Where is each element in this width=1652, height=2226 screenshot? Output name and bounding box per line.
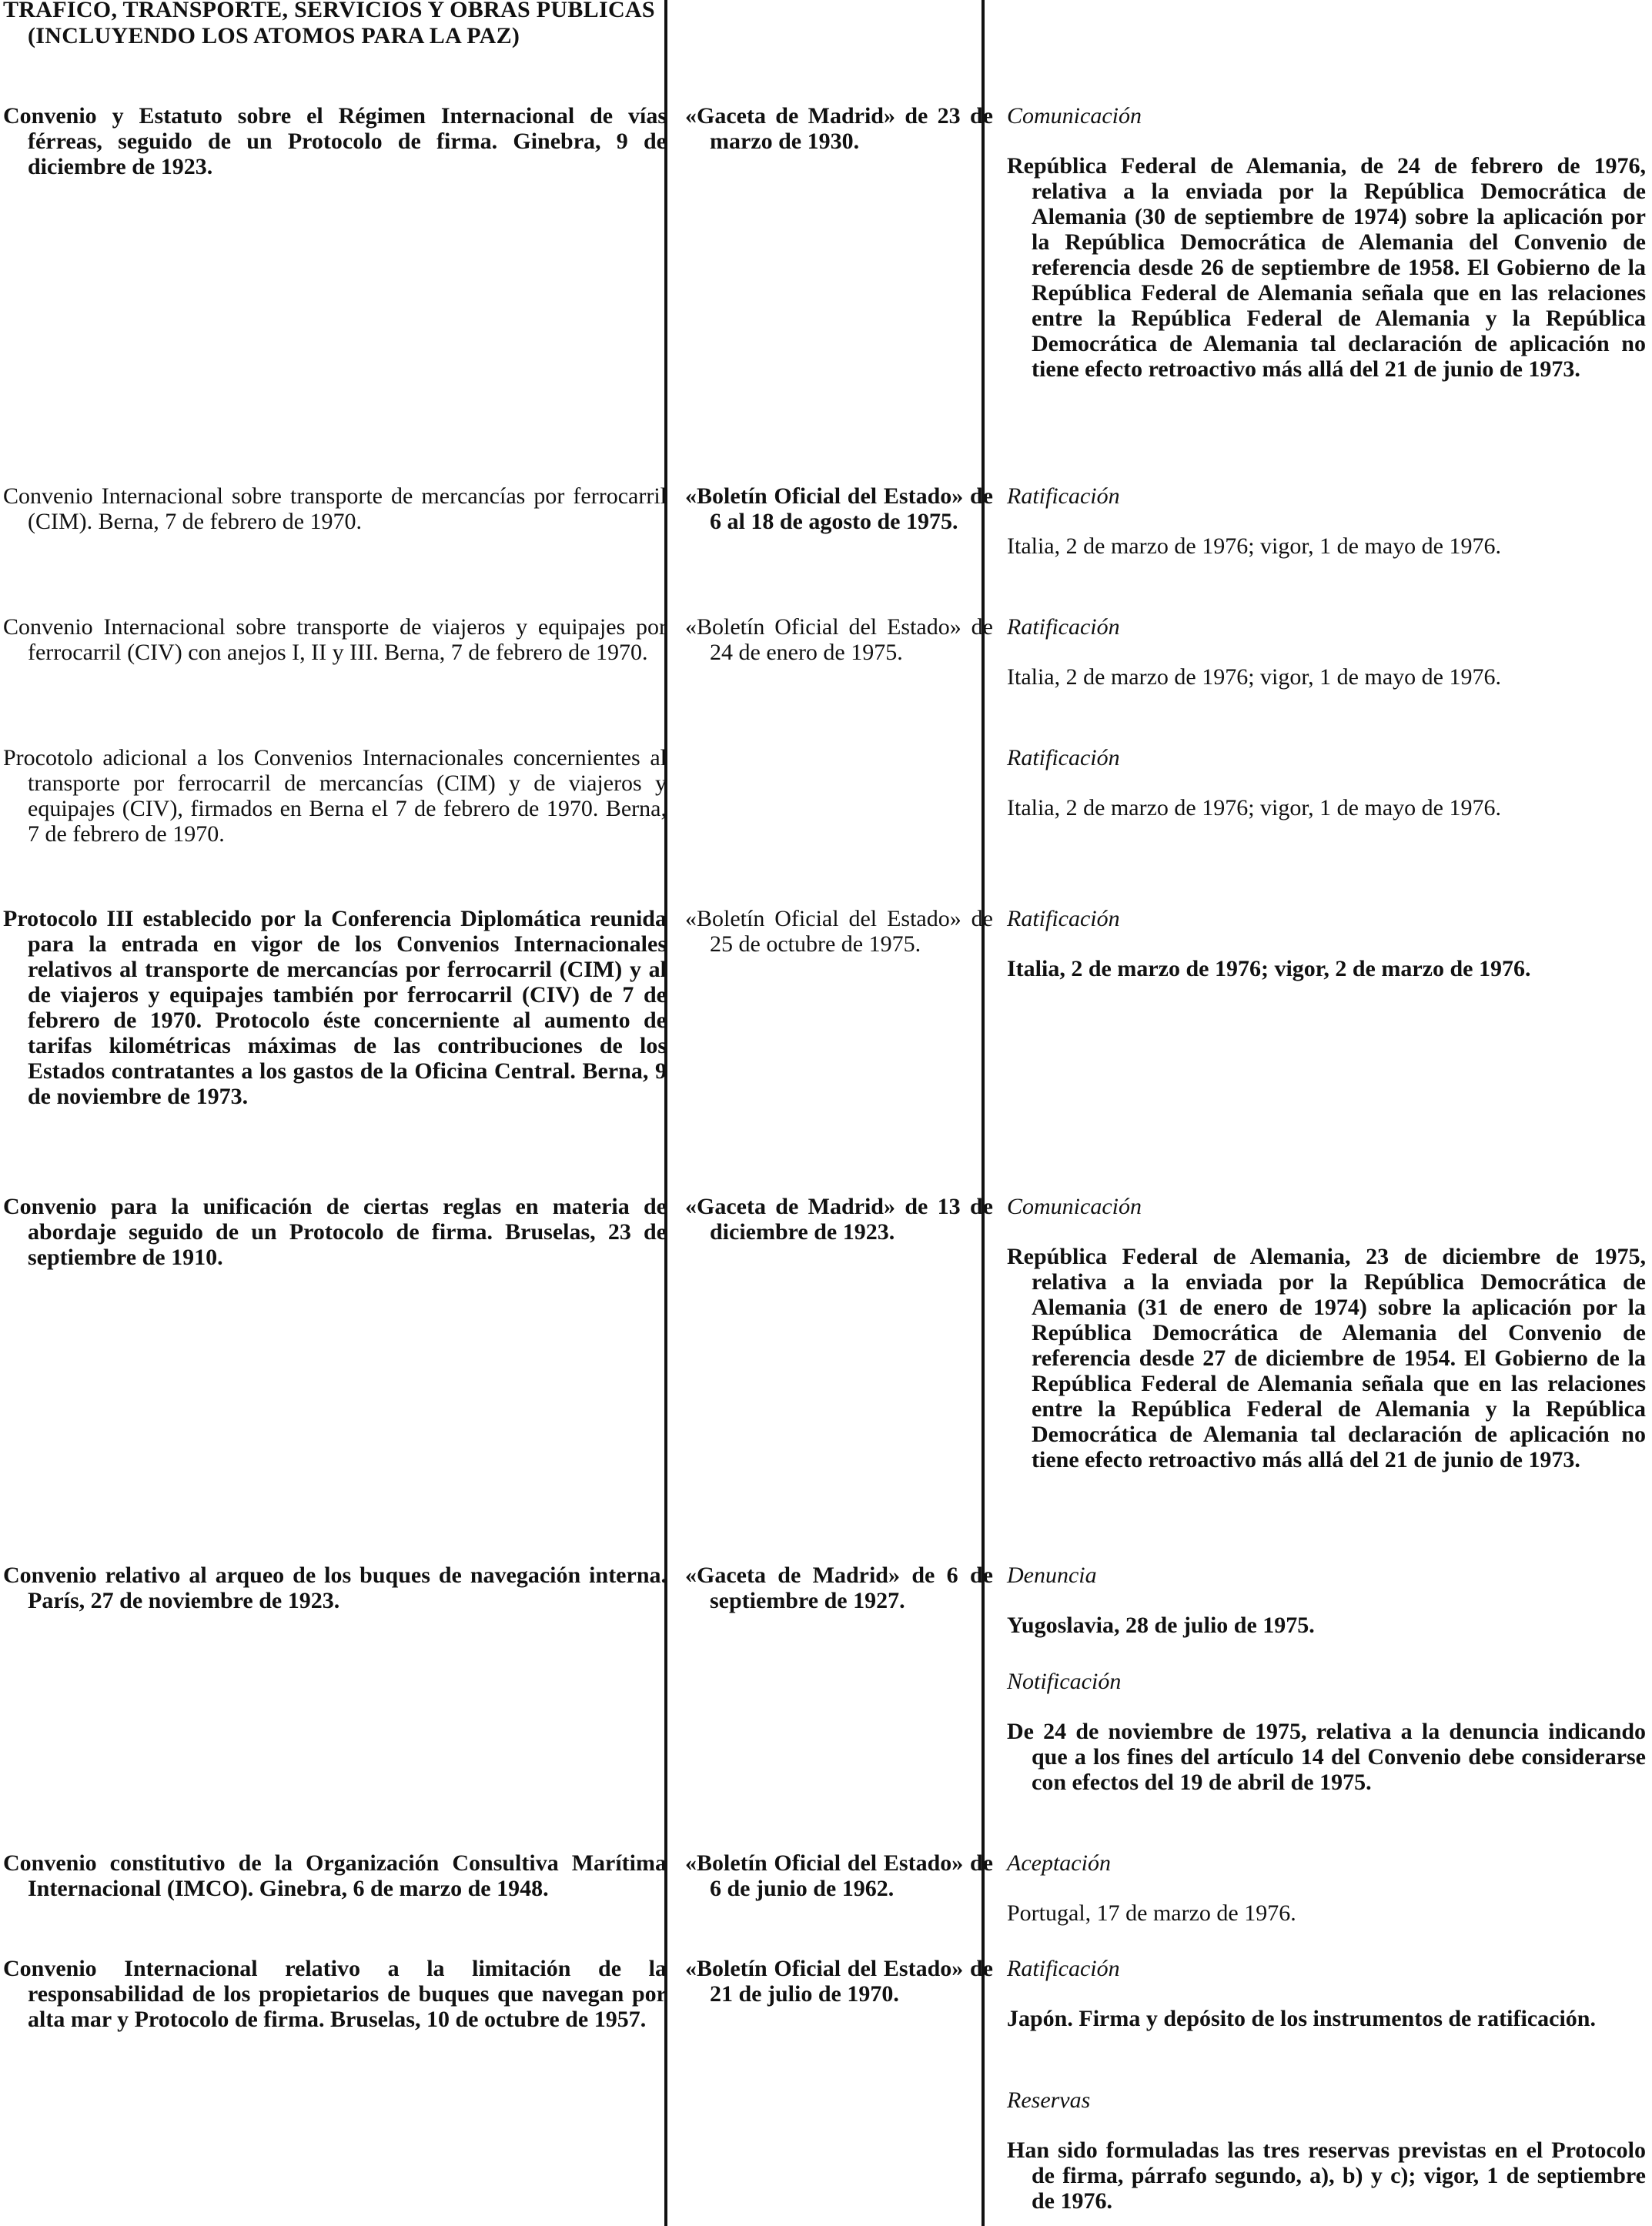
action-text: Japón. Firma y depósito de los instrumentos de ratificación. — [1007, 2006, 1596, 2031]
action-text: Italia, 2 de marzo de 1976; vigor, 1 de mayo de 1976. — [1007, 664, 1501, 690]
action-text: República Federal de Alemania, de 24 de febrero de 1976, relativa a la enviada por la República Democrática de Alemania (30 de septiembre de 1974) sobre la aplicación por la República Democrática de Alemania del Convenio de referencia desde 26 de septiembre de 1958. El Gobierno de la República Federal de Alemania señala que en las relaciones entre la República Federal de Alemania y la República Democrática de Alemania tal declaración de aplicación no tiene efecto retroactivo más allá del 21 de junio de 1973. — [1007, 153, 1646, 382]
action-block — [1007, 1850, 1646, 1926]
publication-reference: «Gaceta de Madrid» de 23 de marzo de 1930. — [685, 103, 993, 154]
action-block — [1007, 906, 1646, 981]
action-text: De 24 de noviembre de 1975, relativa a la denuncia indicando que a los fines del artículo 14 del Convenio debe considerarse con efectos del 19 de abril de 1975. — [1007, 1719, 1646, 1795]
publication-reference: «Boletín Oficial del Estado» de 6 de junio de 1962. — [685, 1850, 993, 1901]
action-block — [1007, 2087, 1646, 2214]
action-block — [1007, 1956, 1646, 2031]
action-label: Ratificación — [1007, 1956, 1120, 1981]
action-label: Ratificación — [1007, 906, 1120, 931]
publication-reference: «Boletín Oficial del Estado» de 6 al 18 de agosto de 1975. — [685, 483, 993, 534]
action-block — [1007, 1194, 1646, 1472]
publication-reference: «Gaceta de Madrid» de 6 de septiembre de 1927. — [685, 1563, 993, 1613]
publication-reference: «Boletín Oficial del Estado» de 24 de enero de 1975. — [685, 614, 993, 665]
action-label: Comunicación — [1007, 103, 1142, 129]
action-label: Reservas — [1007, 2087, 1091, 2113]
publication-reference: «Boletín Oficial del Estado» de 25 de octubre de 1975. — [685, 906, 993, 957]
action-label: Ratificación — [1007, 745, 1120, 770]
publication-reference: «Boletín Oficial del Estado» de 21 de julio de 1970. — [685, 1956, 993, 2007]
action-block — [1007, 103, 1646, 382]
treaty-title: Convenio Internacional sobre transporte de viajeros y equipajes por ferrocarril (CIV) con anejos I, II y III. Berna, 7 de febrero de 1970. — [3, 614, 667, 665]
action-label: Ratificación — [1007, 483, 1120, 509]
treaty-title: Protocolo III establecido por la Conferencia Diplomática reunida para la entrada en vigor de los Convenios Internacionales relativos al transporte de mercancías por ferrocarril (CIM) y al de viajeros y equipajes también por ferrocarril (CIV) de 7 de febrero de 1970. Protocolo éste concerniente al aumento de tarifas kilométricas máximas de las contribuciones de los Estados contratantes a los gastos de la Oficina Central. Berna, 9 de noviembre de 1973. — [3, 906, 667, 1109]
action-block — [1007, 614, 1646, 690]
treaty-title: Convenio y Estatuto sobre el Régimen Internacional de vías férreas, seguido de un Protocolo de firma. Ginebra, 9 de diciembre de 1923. — [3, 103, 667, 179]
section-heading: TRAFICO, TRANSPORTE, SERVICIOS Y OBRAS PUBLICAS (INCLUYENDO LOS ATOMOS PARA LA PAZ) — [3, 0, 655, 48]
action-text: Han sido formuladas las tres reservas previstas en el Protocolo de firma, párrafo segundo, a), b) y c); vigor, 1 de septiembre de 1976. — [1007, 2137, 1646, 2214]
action-block — [1007, 1669, 1646, 1795]
action-text: Italia, 2 de marzo de 1976; vigor, 1 de mayo de 1976. — [1007, 795, 1501, 821]
action-label: Aceptación — [1007, 1850, 1111, 1876]
action-label: Notificación — [1007, 1669, 1122, 1694]
publication-reference: «Gaceta de Madrid» de 13 de diciembre de 1923. — [685, 1194, 993, 1245]
action-block — [1007, 1563, 1646, 1638]
action-label: Ratificación — [1007, 614, 1120, 640]
action-text: Italia, 2 de marzo de 1976; vigor, 1 de mayo de 1976. — [1007, 533, 1501, 559]
treaty-title: Convenio Internacional relativo a la limitación de la responsabilidad de los propietarios de buques que navegan por alta mar y Protocolo de firma. Bruselas, 10 de octubre de 1957. — [3, 1956, 667, 2032]
treaty-title: Procotolo adicional a los Convenios Internacionales concernientes al transporte por ferrocarril de mercancías (CIM) y de viajeros y equipajes (CIV), firmados en Berna el 7 de febrero de 1970. Berna, 7 de febrero de 1970. — [3, 745, 667, 847]
action-block — [1007, 483, 1646, 559]
treaty-title: Convenio relativo al arqueo de los buques de navegación interna. París, 27 de noviembre de 1923. — [3, 1563, 667, 1613]
treaty-title: Convenio Internacional sobre transporte de mercancías por ferrocarril (CIM). Berna, 7 de febrero de 1970. — [3, 483, 667, 534]
action-label: Denuncia — [1007, 1563, 1097, 1588]
action-text: República Federal de Alemania, 23 de diciembre de 1975, relativa a la enviada por la República Democrática de Alemania (31 de enero de 1974) sobre la aplicación por la República Democrática de Alemania del Convenio de referencia desde 27 de diciembre de 1954. El Gobierno de la República Federal de Alemania señala que en las relaciones entre la República Federal de Alemania y la República Democrática de Alemania tal declaración de aplicación no tiene efecto retroactivo más allá del 21 de junio de 1973. — [1007, 1244, 1646, 1472]
treaty-title: Convenio para la unificación de ciertas reglas en materia de abordaje seguido de un Protocolo de firma. Bruselas, 23 de septiembre de 1910. — [3, 1194, 667, 1270]
action-block — [1007, 745, 1646, 821]
action-label: Comunicación — [1007, 1194, 1142, 1219]
action-text: Italia, 2 de marzo de 1976; vigor, 2 de marzo de 1976. — [1007, 956, 1531, 981]
action-text: Portugal, 17 de marzo de 1976. — [1007, 1900, 1296, 1926]
action-text: Yugoslavia, 28 de julio de 1975. — [1007, 1613, 1315, 1638]
treaty-title: Convenio constitutivo de la Organización Consultiva Marítima Internacional (IMCO). Ginebra, 6 de marzo de 1948. — [3, 1850, 667, 1901]
